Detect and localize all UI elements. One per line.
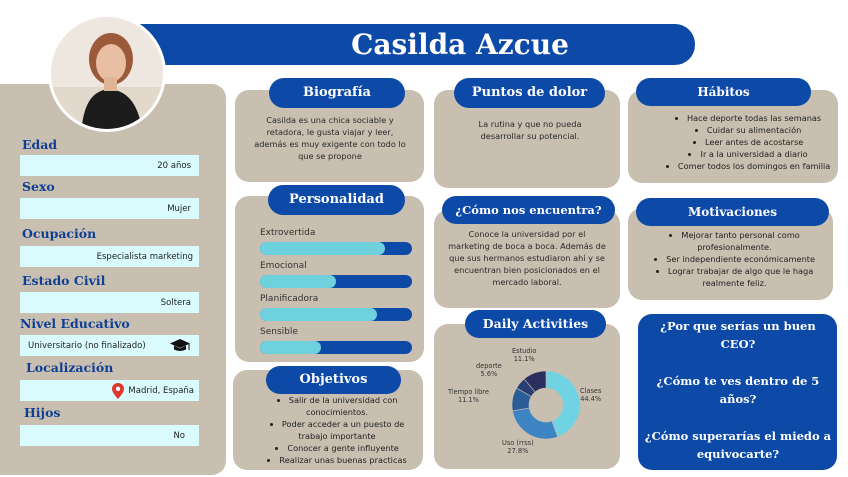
list-item: • Cuidar su alimentación [658, 124, 838, 136]
list-item: • Poder acceder a un puesto de trabajo importante [258, 418, 416, 442]
biografia-title: Biografía [269, 78, 405, 108]
puntos-dolor-text: La rutina y que no pueda desarrollar su potencial. [478, 119, 582, 141]
objetivos-list [258, 394, 416, 466]
trait-label: Planificadora [260, 294, 319, 304]
habitos-list [658, 112, 838, 172]
pie-label-percent: 44.4% [580, 395, 602, 403]
encuentra-title: ¿Cómo nos encuentra? [442, 196, 615, 224]
field-value-nivel-educativo [20, 335, 199, 356]
field-value-ocupacion [20, 246, 199, 267]
pie-label-percent: 5.6% [480, 370, 498, 378]
pie-label-category: deporte [476, 362, 502, 370]
list-item: • Lograr trabajar de algo que le haga realmente feliz. [652, 265, 817, 289]
field-value-estado-civil [20, 292, 199, 313]
objetivos-title: Objetivos [266, 366, 401, 394]
trait-label: Sensible [260, 327, 298, 337]
list-item: • Mejorar tanto personal como profesionalmente. [652, 229, 817, 253]
list-item: • Ser independiente económicamente [652, 253, 817, 265]
pie-label-percent: 27.8% [507, 447, 529, 455]
trait-bar-fill [260, 242, 385, 255]
field-label-sexo: Sexo [22, 179, 55, 194]
field-value-hijos [20, 425, 199, 446]
habitos-title: Hábitos [636, 78, 811, 106]
trait-bar [260, 275, 412, 288]
field-label-nivel-educativo: Nivel Educativo [20, 316, 130, 331]
list-item: • Realizar unas buenas practicas [258, 454, 416, 466]
encuentra-text: Conoce la universidad por el marketing de boca a boca. Además de que sus hermanos estudiaron ahí y se encuentran bien posicionados en el mercado laboral. [448, 229, 606, 287]
field-value-sexo [20, 198, 199, 219]
pie-slice-uso-rrss- [513, 408, 558, 439]
daily-activities-title: Daily Activities [465, 310, 606, 338]
trait-label: Extrovertida [260, 228, 316, 238]
trait-bar [260, 341, 412, 354]
persona-name: Casilda Azcue [351, 28, 569, 61]
map-pin-icon [112, 383, 124, 399]
pie-label-percent: 11.1% [513, 355, 535, 363]
trait-bar [260, 242, 412, 255]
question-text: ¿Por que serías un buen CEO? [660, 319, 816, 351]
field-value-text: Madrid, España [128, 385, 194, 396]
pie-label [512, 347, 536, 363]
field-label-localizacion: Localización [26, 360, 114, 375]
puntos-dolor-title: Puntos de dolor [454, 78, 605, 108]
field-value-text: Soltera [160, 297, 191, 308]
field-value-localizacion [20, 380, 199, 401]
pie-label-category: Uso (rrss) [502, 439, 534, 447]
field-label-hijos: Hijos [24, 405, 61, 420]
field-value-text: 20 años [157, 160, 191, 171]
motivaciones-title: Motivaciones [636, 198, 829, 226]
pie-label-category: Estudio [512, 347, 537, 355]
field-value-text: No [173, 430, 185, 441]
list-item: • Ir a la universidad a diario [658, 148, 838, 160]
avatar [48, 14, 166, 132]
trait-bar-fill [260, 308, 377, 321]
question-text: ¿Cómo te ves dentro de 5 años? [656, 374, 820, 406]
field-label-ocupacion: Ocupación [22, 226, 97, 241]
personalidad-title: Personalidad [268, 185, 405, 215]
pie-label-category: Clases [580, 387, 602, 395]
field-value-text: Universitario (no finalizado) [28, 340, 146, 351]
trait-bar-fill [260, 341, 321, 354]
question-text: ¿Cómo superarías el miedo a equivocarte? [644, 429, 832, 461]
list-item: • Comer todos los domingos en familia [658, 160, 838, 172]
motivaciones-list [652, 229, 817, 289]
pie-label [502, 439, 534, 455]
field-label-estado-civil: Estado Civil [22, 273, 106, 288]
trait-label: Emocional [260, 261, 307, 271]
field-value-text: Especialista marketing [96, 251, 193, 262]
field-value-text: Mujer [167, 203, 191, 214]
trait-bar [260, 308, 412, 321]
graduation-cap-icon [169, 338, 191, 354]
pie-label [580, 387, 601, 403]
list-item: • Conocer a gente influyente [258, 442, 416, 454]
field-label-edad: Edad [22, 137, 58, 152]
pie-label-category: Tiempo libre [448, 388, 489, 396]
field-value-edad [20, 155, 199, 176]
pie-label-percent: 11.1% [457, 396, 479, 404]
list-item: • Hace deporte todas las semanas [658, 112, 838, 124]
pie-label [448, 388, 489, 404]
trait-bar-fill [260, 275, 336, 288]
list-item: • Leer antes de acostarse [658, 136, 838, 148]
biografia-text: Casilda es una chica sociable y retadora, le gusta viajar y leer, además es muy exigente con todo lo que se propone [254, 115, 406, 161]
pie-label [476, 362, 502, 378]
list-item: • Salir de la universidad con conocimientos. [258, 394, 416, 418]
